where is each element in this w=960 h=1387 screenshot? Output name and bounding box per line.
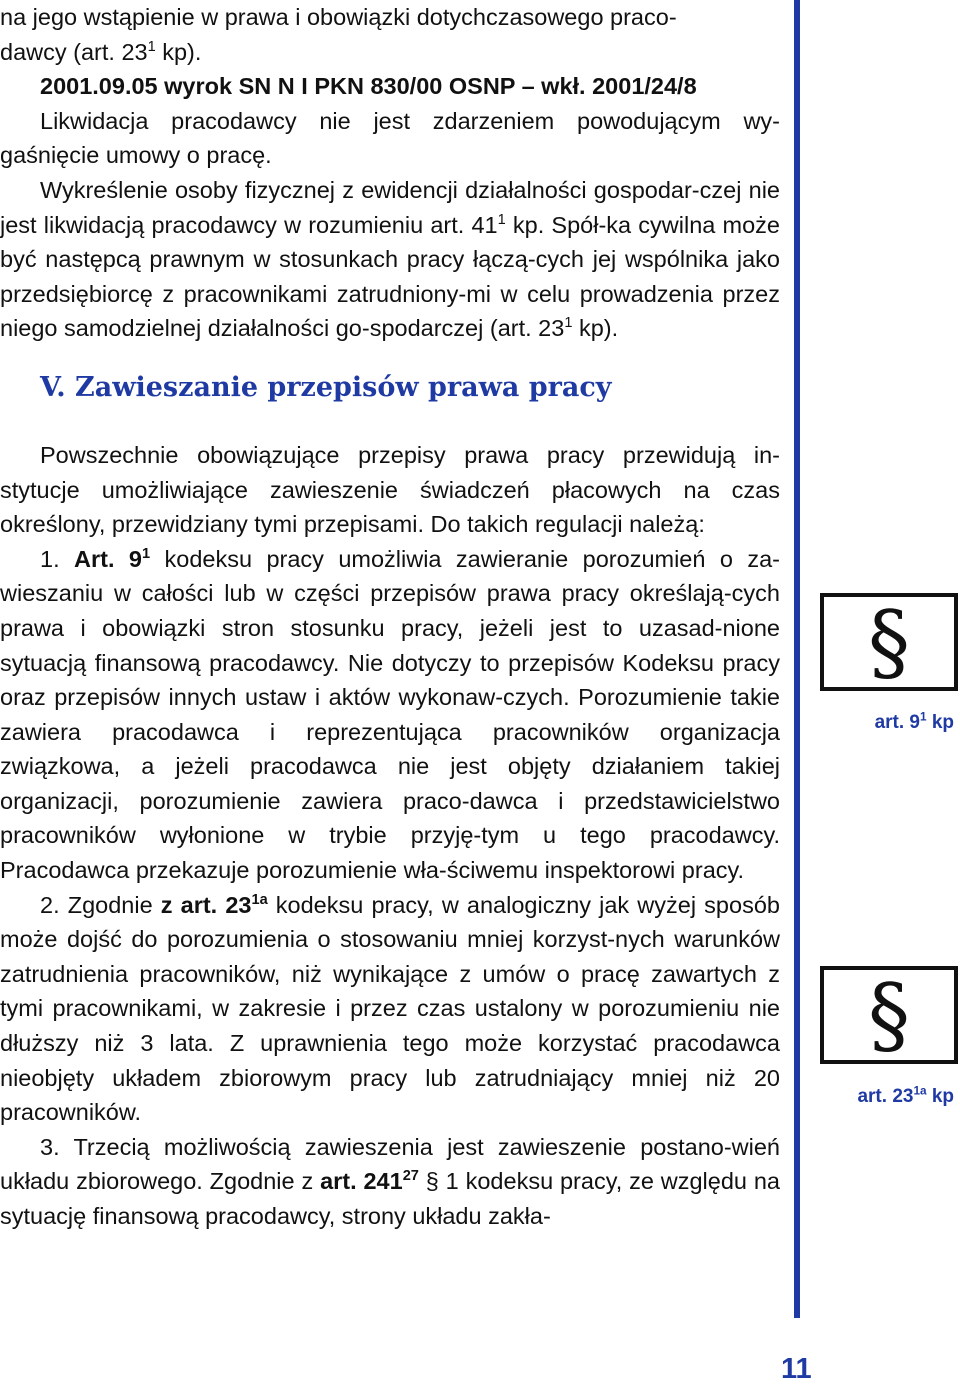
- ruling-reference: 2001.09.05 wyrok SN N I PKN 830/00 OSNP – wkł. 2001/24/8: [40, 73, 697, 100]
- section-sign-icon: §: [820, 966, 958, 1064]
- section-heading: V. Zawieszanie przepisów prawa pracy: [40, 371, 612, 403]
- margin-divider: [794, 0, 800, 1318]
- margin-reference-2: art. $23^{1a}$ kp: [857, 1084, 954, 1107]
- ruling-paragraph-1: Likwidacja pracodawcy nie jest zdarzeniem powodującym wy-gaśnięcie umowy o pracę.: [0, 107, 780, 169]
- ruling-paragraph-2: Wykreślenie osoby fizycznej z ewidencji działalności gospodar-czej nie jest likwidacją pracodawcy w rozumieniu art. $41^1$ kp. Spół-ka cywilna może być następcą prawnym w stosunkach pracy łączą-cych jej wspólnika jako przedsiębiorcę z pracownikami zatrudniony-mi w celu prowadzenia przez niego samodzielnej działalności go-spodarczej (art. $23^1$ kp).: [0, 176, 780, 342]
- item-1-paragraph: 1. Art. $9^1$ kodeksu pracy umożliwia zawieranie porozumień o za-wieszaniu w całości lub w części przepisów prawa pracy określają-cych prawa i obowiązki stron stosunku pracy, jeżeli jest to uzasad-nione sytuacją finansową pracodawcy. Nie dotyczy to przepisów Kodeksu pracy oraz przepisów innych ustaw i aktów wykonaw-czych. Porozumienie takie zawiera pracodawca i reprezentująca pracowników organizacja związkowa, a jeżeli pracodawca nie jest objęty działaniem takiej organizacji, porozumienie zawiera praco-dawca i przedstawicielstwo pracowników wyłonione w trybie przyję-tym u tego pracodawcy. Pracodawca przekazuje porozumienie wła-ściwemu inspektorowi pracy.: [0, 545, 780, 884]
- margin-reference-1: art. $9^1$ kp: [874, 710, 954, 733]
- section-sign-icon: §: [820, 593, 958, 691]
- page-number: 11: [781, 1353, 812, 1385]
- continued-paragraph: na jego wstąpienie w prawa i obowiązki dotychczasowego praco- dawcy (art. $23^1$ kp).: [0, 4, 677, 65]
- intro-paragraph: Powszechnie obowiązujące przepisy prawa pracy przewidują in-stytucje umożliwiające zawieszenie świadczeń płacowych na czas określony, przewidziany tymi przepisami. Do takich regulacji należą:: [0, 441, 780, 538]
- item-2-paragraph: 2. Zgodnie z art. $23^{1a}$ kodeksu pracy, w analogiczny jak wyżej sposób może dojść do porozumienia o stosowaniu mniej korzyst-nych warunków zatrudnienia pracowników, niż wynikające z umów o pracę zawartych z tymi pracownikami, w zakresie i przez czas ustalony w porozumieniu nie dłuższy niż 3 lata. Z uprawnienia tego może korzystać pracodawca nieobjęty układem zbiorowym pracy lub zatrudniający mniej niż 20 pracowników.: [0, 891, 780, 1126]
- item-3-paragraph: 3. Trzecią możliwością zawieszenia jest zawieszenie postano-wień układu zbiorowego. Zgodnie z art. $241^{27}$ § 1 kodeksu pracy, ze względu na sytuację finansową pracodawcy, strony układu zakła-: [0, 1133, 780, 1229]
